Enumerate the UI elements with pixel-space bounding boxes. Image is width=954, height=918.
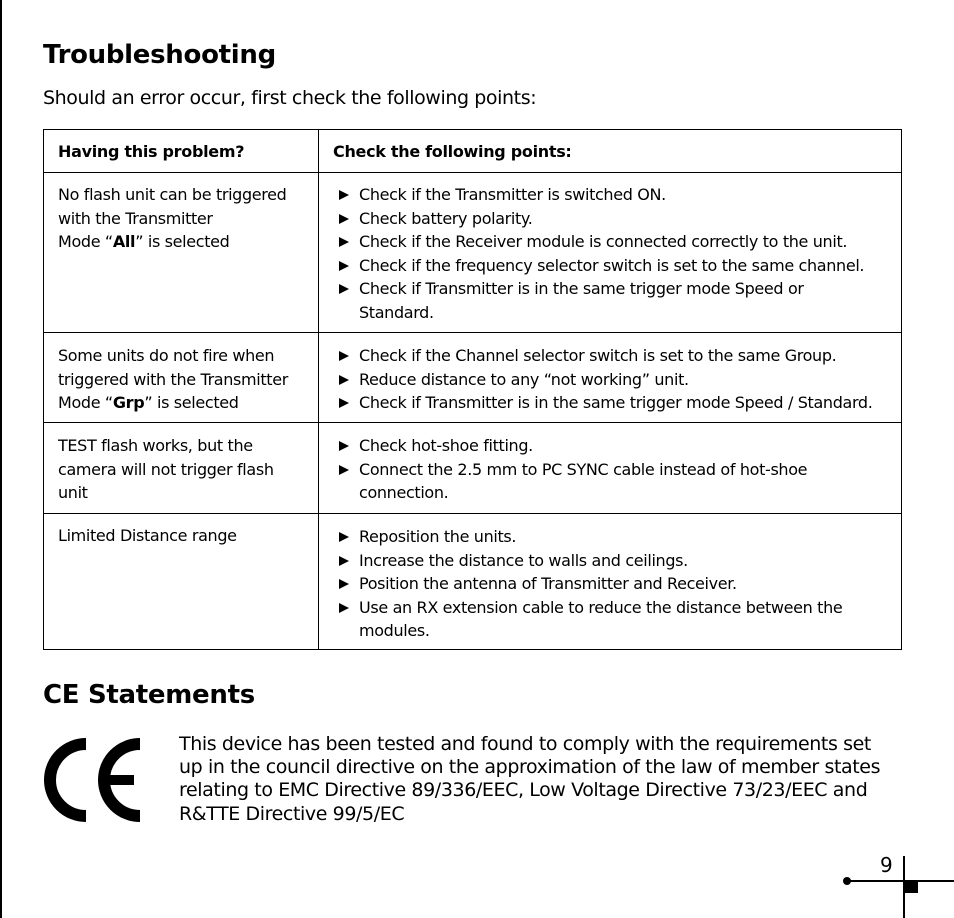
table-row-4-checks [338, 525, 903, 643]
problem-line: camera will not trigger flash [58, 459, 274, 479]
list-item: Check if the frequency selector switch is set to the same channel. [338, 254, 903, 278]
list-item: Check if the Transmitter is switched ON. [338, 183, 903, 207]
column-header-check: Check the following points: [333, 142, 572, 161]
table-row-3-problem [58, 434, 310, 505]
column-header-problem: Having this problem? [58, 142, 245, 161]
list-item: Check hot-shoe fitting. [338, 434, 903, 458]
troubleshooting-title: Troubleshooting [43, 40, 276, 70]
problem-line: ” is selected [144, 393, 239, 412]
problem-line: TEST flash works, but the [58, 436, 253, 455]
mode-name: Grp [112, 393, 145, 412]
table-row-1-checks [338, 183, 903, 324]
table-row-2-problem [58, 344, 310, 415]
page-corner-mark [847, 880, 954, 882]
list-item: Use an RX extension cable to reduce the distance between the modules. [338, 596, 879, 643]
list-item: Reduce distance to any “not working” unit. [338, 368, 903, 392]
problem-line: triggered with the Transmitter [58, 369, 288, 389]
troubleshooting-table [43, 129, 902, 650]
table-row-2-checks [338, 344, 903, 415]
list-item: Increase the distance to walls and ceilings. [338, 549, 903, 573]
mode-name: All [112, 232, 136, 251]
list-item: Check if the Channel selector switch is set to the same Group. [338, 344, 903, 368]
list-item: Check if Transmitter is in the same trigger mode Speed / Standard. [338, 391, 903, 415]
page-corner-dot [843, 877, 851, 885]
row-divider [44, 172, 901, 173]
row-divider [44, 422, 901, 423]
ce-mark-icon [42, 738, 144, 822]
troubleshooting-intro: Should an error occur, first check the following points: [43, 87, 537, 109]
list-item: Check if Transmitter is in the same trigger mode Speed or Standard. [338, 277, 829, 324]
list-item: Check if the Receiver module is connected correctly to the unit. [338, 230, 903, 254]
table-row-3-checks [338, 434, 903, 505]
row-divider [44, 513, 901, 514]
list-item: Position the antenna of Transmitter and Receiver. [338, 572, 903, 596]
table-row-4-problem [58, 524, 310, 548]
table-row-1-problem [58, 183, 310, 254]
column-divider [318, 130, 319, 649]
problem-line: Mode “ [58, 393, 113, 412]
ce-statements-title: CE Statements [43, 680, 255, 710]
list-item: Reposition the units. [338, 525, 903, 549]
page-number: 9 [880, 853, 893, 877]
problem-line: Limited Distance range [58, 526, 237, 545]
page-corner-square [904, 881, 918, 893]
row-divider [44, 332, 901, 333]
problem-line: Some units do not fire when [58, 346, 275, 365]
problem-line: ” is selected [135, 232, 230, 251]
list-item: Check battery polarity. [338, 207, 903, 231]
ce-statement-text: This device has been tested and found to comply with the requirements set up in the council directive on the approximation of the law of member states relating to EMC Directive 89/336/EEC, Low Voltage Directive 73/23/EEC and R&TTE Directive 99/5/EC [179, 733, 881, 825]
list-item: Connect the 2.5 mm to PC SYNC cable instead of hot-shoe connection. [338, 458, 829, 505]
problem-line: Mode “ [58, 232, 113, 251]
page-left-rule [0, 0, 2, 918]
problem-line: with the Transmitter [58, 208, 213, 228]
problem-line: unit [58, 483, 88, 502]
problem-line: No flash unit can be triggered [58, 185, 287, 204]
